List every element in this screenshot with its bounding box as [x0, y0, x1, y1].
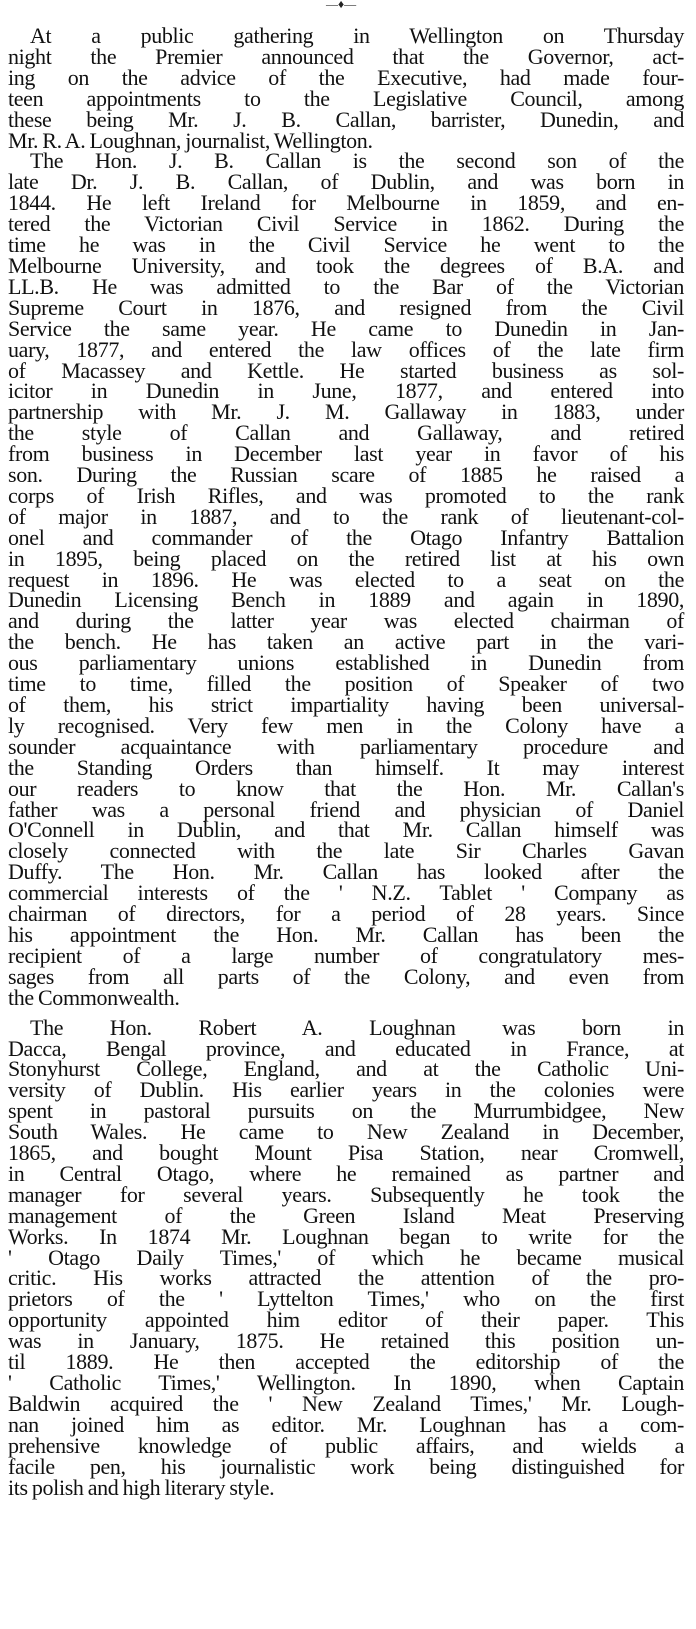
text-line: night the Premier announced that the Governor, act- [8, 43, 684, 69]
text-line: the style of Callan and Gallaway, and retired [8, 420, 684, 446]
text-line: 1844. He left Ireland for Melbourne in 1859, and en- [8, 190, 684, 216]
text-line: in Central Otago, where he remained as partner and [8, 1160, 684, 1186]
text-line: time he was in the Civil Service he went to the [8, 232, 684, 258]
text-line: Melbourne University, and took the degrees of B.A. and [8, 252, 684, 278]
text-line: Baldwin acquired the ' New Zealand Times,' Mr. Lough- [8, 1390, 684, 1416]
text-line: Mr. R. A. Loughnan, journalist, Wellington. [8, 127, 373, 153]
text-line: recipient of a large number of congratulatory mes- [8, 942, 684, 968]
text-line: commercial interests of the ' N.Z. Tablet ' Company as [8, 880, 684, 906]
text-line: LL.B. He was admitted to the Bar of the Victorian [8, 273, 684, 299]
text-line: in 1895, being placed on the retired list at his own [8, 545, 684, 571]
text-line: manager for several years. Subsequently he took the [8, 1181, 684, 1207]
text-line: nan joined him as editor. Mr. Loughnan has a com- [8, 1411, 684, 1437]
text-line: of them, his strict impartiality having been universal- [8, 692, 684, 717]
text-line: ing on the advice of the Executive, had made four- [8, 64, 684, 90]
text-line: prehensive knowledge of public affairs, and wields a [8, 1432, 684, 1458]
paragraph-loughnan-biography [8, 1014, 684, 1500]
text-line: teen appointments to the Legislative Council, among [8, 85, 684, 111]
text-line: request in 1896. He was elected to a seat on the [8, 566, 684, 592]
paragraph-callan-biography [8, 148, 684, 1010]
text-line: closely connected with the late Sir Charles Gavan [8, 838, 684, 864]
newspaper-clipping [8, 0, 684, 1624]
text-line: the bench. He has taken an active part in the vari- [8, 629, 684, 655]
text-line: and during the latter year was elected chairman of [8, 608, 684, 634]
text-line: 1865, and bought Mount Pisa Station, near Cromwell, [8, 1140, 684, 1166]
text-line: management of the Green Island Meat Preserving [8, 1202, 684, 1228]
text-line: from business in December last year in favor of his [8, 441, 684, 467]
text-line: versity of Dublin. His earlier years in the colonies were [8, 1077, 684, 1103]
text-line: Stonyhurst College, England, and at the Catholic Uni- [8, 1056, 684, 1082]
text-line: was in January, 1875. He retained this position un- [8, 1328, 684, 1354]
text-line: The Hon. Robert A. Loughnan was born in [30, 1014, 684, 1040]
text-line: the Standing Orders than himself. It may interest [8, 754, 684, 780]
text-line: its polish and high literary style. [8, 1474, 275, 1500]
text-line: prietors of the ' Lyttelton Times,' who on the first [8, 1286, 684, 1312]
text-line: our readers to know that the Hon. Mr. Callan's [8, 775, 684, 801]
text-line: time to time, filled the position of Speaker of two [8, 671, 684, 697]
text-line: corps of Irish Rifles, and was promoted to the rank [8, 482, 684, 508]
text-line: his appointment the Hon. Mr. Callan has been the [8, 921, 684, 947]
text-line: father was a personal friend and physician of Daniel [8, 796, 684, 822]
text-line: critic. His works attracted the attention of the pro- [8, 1265, 684, 1291]
text-line: sounder acquaintance with parliamentary procedure and [8, 733, 684, 759]
text-line: ous parliamentary unions established in Dunedin from [8, 650, 684, 676]
text-line: ly recognised. Very few men in the Colony have a [8, 712, 684, 738]
text-line: icitor in Dunedin in June, 1877, and entered into [8, 378, 684, 404]
text-line: tered the Victorian Civil Service in 1862. During the [8, 211, 684, 237]
text-line: son. During the Russian scare of 1885 he raised a [8, 462, 684, 488]
text-line: The Hon. J. B. Callan is the second son of the [30, 148, 684, 174]
text-line: of Macassey and Kettle. He started business as sol- [8, 357, 684, 383]
text-line: Supreme Court in 1876, and resigned from the Civil [8, 294, 684, 320]
text-line: ' Catholic Times,' Wellington. In 1890, when Captain [8, 1370, 684, 1395]
text-line: onel and commander of the Otago Infantry Battalion [8, 524, 684, 550]
text-line: the Commonwealth. [8, 984, 180, 1010]
text-line: Works. In 1874 Mr. Loughnan began to write for the [8, 1223, 684, 1249]
text-line: uary, 1877, and entered the law offices of the late firm [8, 336, 684, 362]
top-ornament: —♦— [326, 0, 357, 11]
text-line: Service the same year. He came to Dunedin in Jan- [8, 315, 684, 341]
text-line: Dacca, Bengal province, and educated in France, at [8, 1035, 684, 1061]
text-line: At a public gathering in Wellington on Thursday [30, 23, 684, 48]
text-line: of major in 1887, and to the rank of lieutenant-col- [8, 503, 684, 529]
text-line: Duffy. The Hon. Mr. Callan has looked after the [8, 859, 684, 885]
text-line: late Dr. J. B. Callan, of Dublin, and was born in [8, 169, 684, 195]
text-line: chairman of directors, for a period of 28 years. Since [8, 901, 684, 927]
text-line: O'Connell in Dublin, and that Mr. Callan himself was [8, 817, 684, 843]
text-line: sages from all parts of the Colony, and even from [8, 963, 684, 989]
text-line: facile pen, his journalistic work being distinguished for [8, 1453, 684, 1479]
text-line: til 1889. He then accepted the editorship of the [8, 1349, 684, 1375]
text-line: South Wales. He came to New Zealand in December, [8, 1119, 684, 1145]
text-line: these being Mr. J. B. Callan, barrister, Dunedin, and [8, 106, 684, 132]
text-line: Dunedin Licensing Bench in 1889 and again in 1890, [8, 587, 684, 613]
text-line: spent in pastoral pursuits on the Murrumbidgee, New [8, 1098, 684, 1124]
text-line: partnership with Mr. J. M. Gallaway in 1883, under [8, 399, 684, 425]
text-line: opportunity appointed him editor of their paper. This [8, 1307, 684, 1333]
paragraph-announcement [8, 23, 684, 153]
text-line: ' Otago Daily Times,' of which he became musical [8, 1244, 684, 1270]
